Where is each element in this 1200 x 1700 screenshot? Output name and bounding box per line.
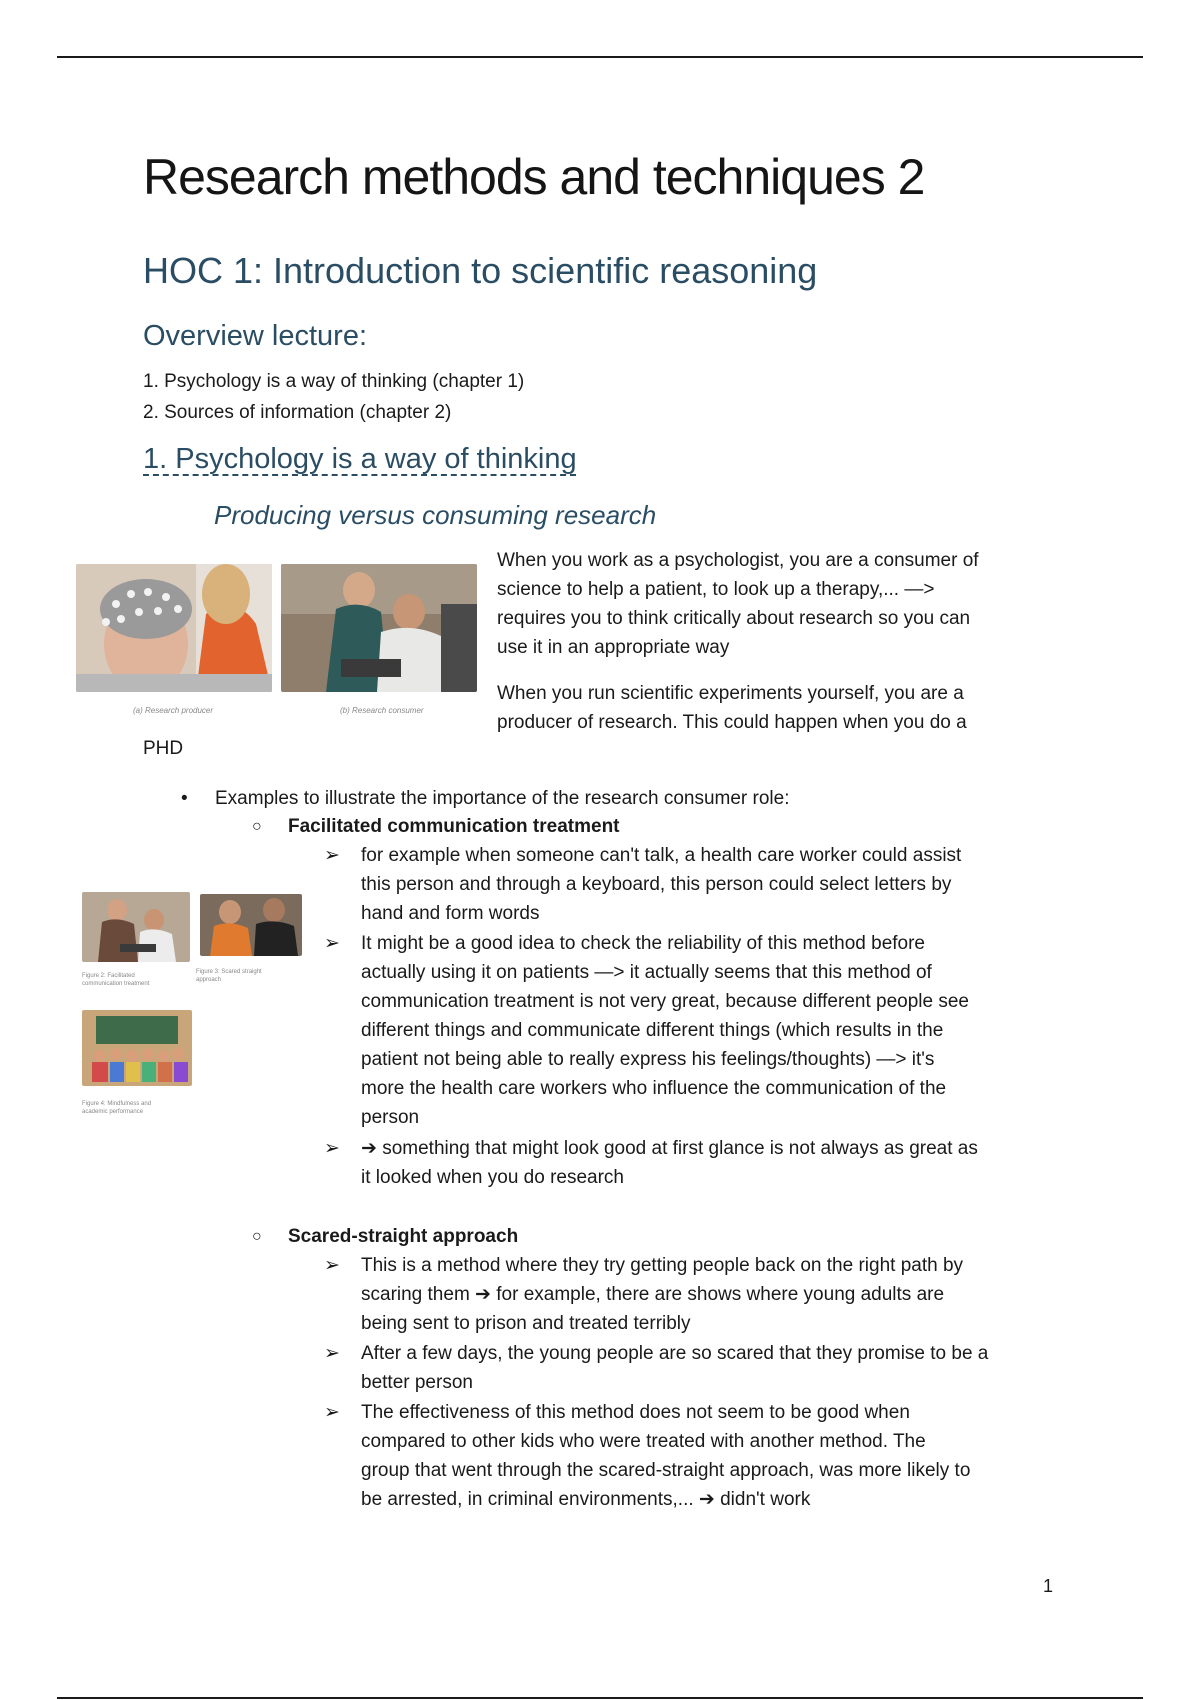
text-line: use it in an appropriate way <box>497 637 730 658</box>
arrow-bullet-icon: ➢ <box>324 1402 340 1423</box>
text-line: more the health care workers who influence the communication of the <box>361 1078 947 1099</box>
text-line: better person <box>361 1372 473 1393</box>
page-number: 1 <box>1043 1576 1054 1596</box>
producer-paragraph <box>497 679 1077 737</box>
example-point <box>361 929 1061 1132</box>
classroom-photo-icon <box>82 1010 192 1086</box>
text-line: When you run scientific experiments yourself, you are a <box>497 683 964 704</box>
text-line: patient not being able to really express his feelings/thoughts) —> it's <box>361 1049 935 1070</box>
text-line: ➔ something that might look good at first glance is not always as great as <box>361 1138 978 1159</box>
example-title-facilitated: Facilitated communication treatment <box>288 816 620 837</box>
text-line: for example when someone can't talk, a health care worker could assist <box>361 845 962 866</box>
text-line: person <box>361 1107 420 1128</box>
arrow-bullet-icon: ➢ <box>324 1138 340 1159</box>
therapy-session-photo-icon <box>281 564 477 692</box>
text-line: requires you to think critically about research so you can <box>497 608 971 629</box>
circle-bullet-icon: ○ <box>252 818 262 835</box>
example-point <box>361 1134 1061 1192</box>
text-line: After a few days, the young people are so scared that they promise to be a <box>361 1343 989 1364</box>
bullet-icon: • <box>181 788 188 809</box>
example-point <box>361 1339 1061 1397</box>
text-line: being sent to prison and treated terribly <box>361 1313 691 1334</box>
overview-item: 1. Psychology is a way of thinking (chapter 1) <box>143 371 525 392</box>
example-point <box>361 841 1061 928</box>
arrow-bullet-icon: ➢ <box>324 845 340 866</box>
bottom-rule <box>57 1697 1143 1699</box>
overview-item: 2. Sources of information (chapter 2) <box>143 402 452 423</box>
examples-intro: Examples to illustrate the importance of the research consumer role: <box>215 788 790 809</box>
example-title-scared-straight: Scared-straight approach <box>288 1226 519 1247</box>
section-heading: 1. Psychology is a way of thinking <box>143 443 577 475</box>
prison-guard-photo-icon <box>200 894 302 956</box>
arrow-bullet-icon: ➢ <box>324 1255 340 1276</box>
text-line: scaring them ➔ for example, there are shows where young adults are <box>361 1284 945 1305</box>
subsection-heading: Producing versus consuming research <box>214 500 657 530</box>
figure-caption-a: (a) Research producer <box>133 706 214 715</box>
consumer-paragraph <box>497 546 1077 662</box>
text-line: The effectiveness of this method does not seem to be good when <box>361 1402 910 1423</box>
text-line: group that went through the scared-straight approach, was more likely to <box>361 1460 971 1481</box>
text-line: different things and communicate different things (which results in the <box>361 1020 944 1041</box>
circle-bullet-icon: ○ <box>252 1228 262 1245</box>
facilitated-communication-photo <box>82 892 190 962</box>
overview-heading: Overview lecture: <box>143 320 368 352</box>
figure2-caption: Figure 2: Facilitated communication treatment <box>82 973 150 987</box>
arrow-bullet-icon: ➢ <box>324 933 340 954</box>
overview-list <box>143 366 524 428</box>
figure3-caption: Figure 3: Scared straight approach <box>196 969 262 983</box>
producer-paragraph-end: PHD <box>143 738 184 759</box>
text-line: hand and form words <box>361 903 540 924</box>
example-point <box>361 1398 1061 1514</box>
text-line: it looked when you do research <box>361 1167 624 1188</box>
arrow-bullet-icon: ➢ <box>324 1343 340 1364</box>
top-rule <box>57 56 1143 58</box>
lecture-heading: HOC 1: Introduction to scientific reasoning <box>143 250 818 291</box>
text-line: this person and through a keyboard, this person could select letters by <box>361 874 952 895</box>
example-point <box>361 1251 1061 1338</box>
text-line: When you work as a psychologist, you are a consumer of <box>497 550 979 571</box>
text-line: be arrested, in criminal environments,... ➔ didn't work <box>361 1489 811 1510</box>
text-line: This is a method where they try getting people back on the right path by <box>361 1255 964 1276</box>
text-line: producer of research. This could happen when you do a <box>497 712 967 733</box>
keyboard-assist-photo-icon <box>82 892 190 962</box>
document-title: Research methods and techniques 2 <box>143 149 925 205</box>
text-line: It might be a good idea to check the reliability of this method before <box>361 933 925 954</box>
scared-straight-photo <box>200 894 302 956</box>
text-line: compared to other kids who were treated with another method. The <box>361 1431 926 1452</box>
text-line: science to help a patient, to look up a therapy,... —> <box>497 579 935 600</box>
mindfulness-classroom-photo <box>82 1010 192 1086</box>
figure4-caption: Figure 4: Mindfulness and academic performance <box>82 1101 152 1115</box>
figure-caption-b: (b) Research consumer <box>340 706 424 715</box>
research-producer-photo <box>76 564 272 692</box>
text-line: actually using it on patients —> it actually seems that this method of <box>361 962 932 983</box>
research-consumer-photo <box>281 564 477 692</box>
text-line: communication treatment is not very great, because different people see <box>361 991 969 1012</box>
eeg-cap-photo-icon <box>76 564 272 692</box>
